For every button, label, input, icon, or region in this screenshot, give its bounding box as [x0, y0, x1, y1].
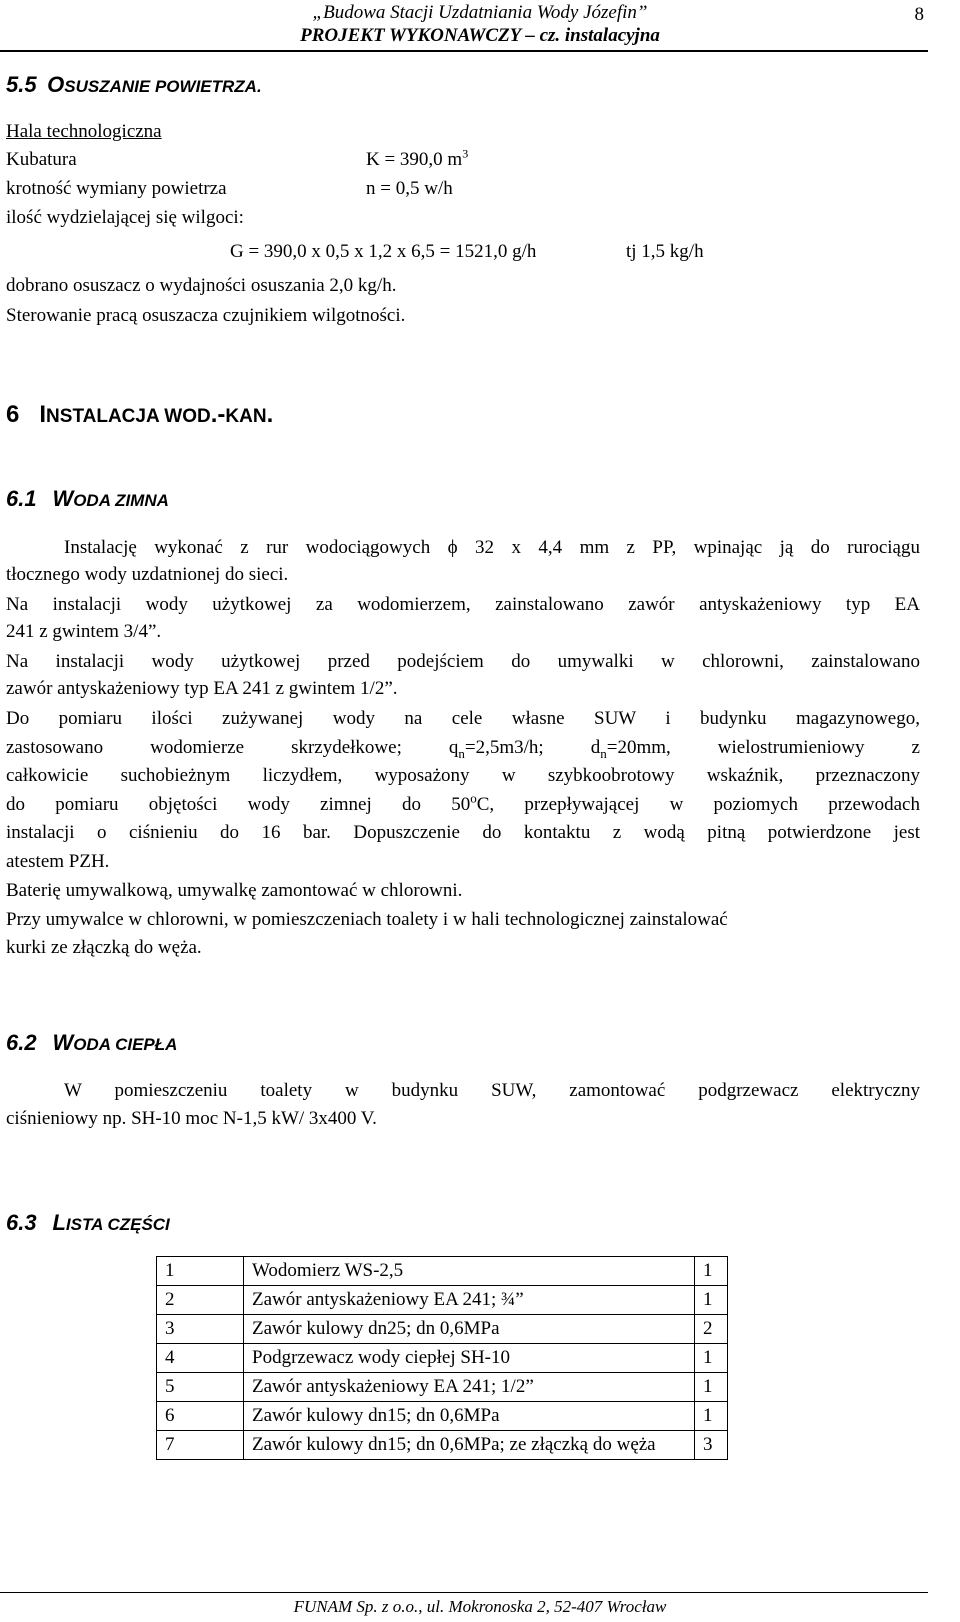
page-header [0, 0, 960, 56]
formula: G = 390,0 x 0,5 x 1,2 x 6,5 = 1521,0 g/h [230, 241, 537, 262]
item-name: Wodomierz WS-2,5 [244, 1257, 695, 1286]
section-6-1-heading: 6.1 WODA ZIMNA [6, 486, 169, 511]
table-row [157, 1431, 728, 1460]
section-6-3-heading: 6.3 LISTA CZĘŚCI [6, 1210, 170, 1235]
formula-result: tj 1,5 kg/h [626, 241, 704, 262]
paragraph-line: Na instalacji wody użytkowej za wodomierzem, zainstalowano zawór antyskażeniowy typ EA [6, 594, 920, 615]
table-row [157, 1373, 728, 1402]
row-number: 3 [157, 1315, 244, 1344]
item-quantity: 1 [695, 1344, 728, 1373]
table-row [157, 1344, 728, 1373]
paragraph-line: całkowicie suchobieżnym liczydłem, wyposażony w szybkoobrotowy wskaźnik, przeznaczony [6, 765, 920, 786]
paragraph-line: zawór antyskażeniowy typ EA 241 z gwintem 1/2”. [6, 678, 398, 699]
row-number: 2 [157, 1286, 244, 1315]
section-5-5-heading: 5.5 OSUSZANIE POWIETRZA. [6, 72, 262, 97]
item-name: Zawór kulowy dn15; dn 0,6MPa [244, 1402, 695, 1431]
item-name: Zawór kulowy dn25; dn 0,6MPa [244, 1315, 695, 1344]
header-divider [0, 50, 928, 52]
krotnosc-value: n = 0,5 w/h [366, 178, 453, 199]
hall-label: Hala technologiczna [6, 121, 162, 142]
paragraph-line: tłocznego wody uzdatnionej do sieci. [6, 564, 289, 585]
item-quantity: 1 [695, 1286, 728, 1315]
item-quantity: 1 [695, 1402, 728, 1431]
section-6-heading: 6 INSTALACJA WOD.-KAN. [6, 401, 274, 428]
row-number: 5 [157, 1373, 244, 1402]
document-title: „Budowa Stacji Uzdatniania Wody Józefin” [312, 2, 648, 23]
kubatura-label: Kubatura [6, 149, 77, 170]
paragraph-line: Instalację wykonać z rur wodociągowych ϕ 32 x 4,4 mm z PP, wpinając ją do rurociągu [64, 537, 920, 558]
paragraph-line: 241 z gwintem 3/4”. [6, 621, 162, 642]
page-number: 8 [914, 4, 924, 25]
item-quantity: 3 [695, 1431, 728, 1460]
item-name: Podgrzewacz wody ciepłej SH-10 [244, 1344, 695, 1373]
paragraph-line: Do pomiaru ilości zużywanej wody na cele własne SUW i budynku magazynowego, [6, 708, 920, 729]
paragraph-line: do pomiaru objętości wody zimnej do 50$^o$C, przepływającej w poziomych przewodach [6, 790, 920, 815]
parts-table [156, 1256, 728, 1460]
paragraph-line: Baterię umywalkową, umywalkę zamontować w chlorowni. [6, 880, 463, 901]
item-name: Zawór antyskażeniowy EA 241; 1/2” [244, 1373, 695, 1402]
paragraph-line: atestem PZH. [6, 851, 110, 872]
paragraph-line: ciśnieniowy np. SH-10 moc N-1,5 kW/ 3x400 V. [6, 1108, 377, 1129]
dobrano-text: dobrano osuszacz o wydajności osuszania 2,0 kg/h. [6, 275, 397, 296]
krotnosc-label: krotność wymiany powietrza [6, 178, 227, 199]
paragraph-line: zastosowano wodomierze skrzydełkowe; $q_n=2,5m3/h$; $d_n=20mm$, wielostrumieniowy z [6, 737, 920, 761]
paragraph-line: Przy umywalce w chlorowni, w pomieszczeniach toalety i w hali technologicznej zainstalować [6, 909, 728, 930]
wilgoc-label: ilość wydzielającej się wilgoci: [6, 207, 244, 228]
row-number: 1 [157, 1257, 244, 1286]
paragraph-line: W pomieszczeniu toalety w budynku SUW, zamontować podgrzewacz elektryczny [64, 1080, 920, 1101]
row-number: 4 [157, 1344, 244, 1373]
table-row [157, 1286, 728, 1315]
row-number: 7 [157, 1431, 244, 1460]
sterowanie-text: Sterowanie pracą osuszacza czujnikiem wilgotności. [6, 305, 406, 326]
item-quantity: 2 [695, 1315, 728, 1344]
kubatura-value: K = 390,0 $m^3$ [366, 146, 469, 170]
item-name: Zawór antyskażeniowy EA 241; ¾” [244, 1286, 695, 1315]
document-subtitle: PROJEKT WYKONAWCZY – cz. instalacyjna [300, 25, 660, 46]
footer-divider [0, 1592, 928, 1593]
item-quantity: 1 [695, 1373, 728, 1402]
item-quantity: 1 [695, 1257, 728, 1286]
page-footer: FUNAM Sp. z o.o., ul. Mokronoska 2, 52-407 Wrocław [293, 1597, 667, 1616]
table-row [157, 1257, 728, 1286]
row-number: 6 [157, 1402, 244, 1431]
table-row [157, 1402, 728, 1431]
table-row [157, 1315, 728, 1344]
paragraph-line: instalacji o ciśnieniu do 16 bar. Dopuszczenie do kontaktu z wodą pitną potwierdzone jest [6, 822, 920, 843]
section-6-2-heading: 6.2 WODA CIEPŁA [6, 1030, 178, 1055]
item-name: Zawór kulowy dn15; dn 0,6MPa; ze złączką do węża [244, 1431, 695, 1460]
paragraph-line: Na instalacji wody użytkowej przed podejściem do umywalki w chlorowni, zainstalowano [6, 651, 920, 672]
paragraph-line: kurki ze złączką do węża. [6, 937, 202, 958]
